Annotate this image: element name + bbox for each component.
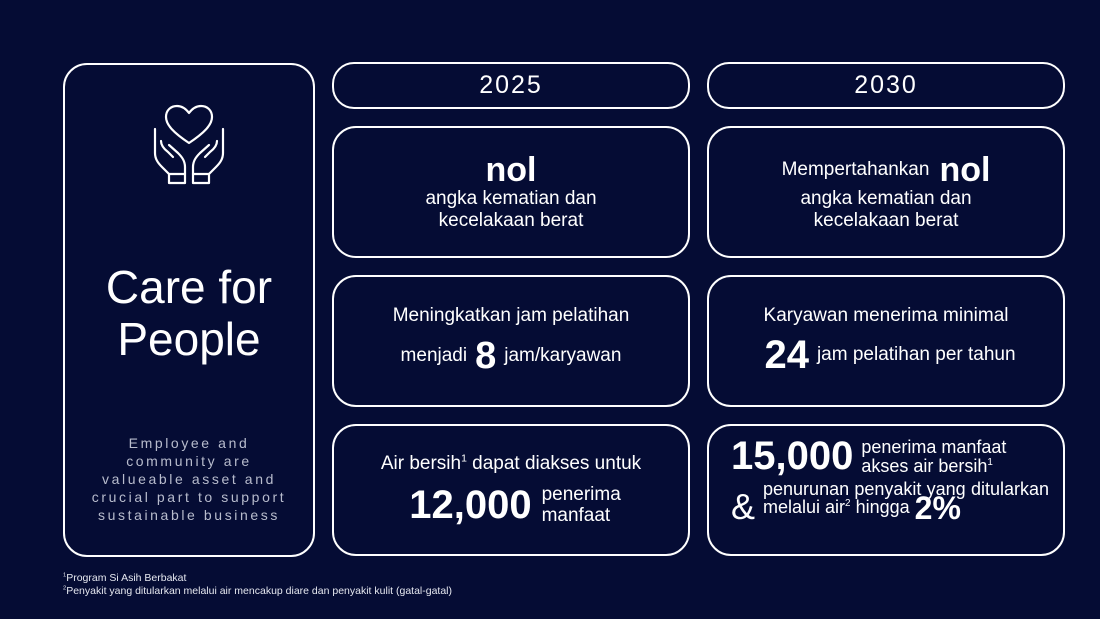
target-text: jam/karyawan: [504, 345, 622, 366]
target-text: penerima manfaat: [541, 484, 621, 526]
target-value: nol: [485, 151, 537, 189]
target-value: 2%: [914, 490, 961, 526]
target-text: Meningkatkan jam pelatihan: [392, 304, 630, 326]
target-value: 24: [764, 332, 809, 377]
care-for-people-panel: [63, 63, 315, 557]
heart-in-hands-icon: [152, 103, 226, 187]
page-title: Care for People: [105, 261, 273, 365]
target-value: nol: [939, 151, 991, 189]
target-2025-clean-water: [332, 424, 690, 556]
target-2030-training: [707, 275, 1065, 407]
target-text: angka kematian dan: [425, 188, 597, 209]
target-text: penurunan penyakit yang ditularkan melalui air$^2$ hingga 2%: [763, 479, 1049, 526]
target-2025-fatality: [332, 126, 690, 258]
ampersand-symbol: &: [731, 486, 756, 527]
year-2025-header: 2025: [332, 62, 690, 109]
footnotes: [63, 572, 452, 598]
target-value: 15,000: [731, 434, 854, 478]
target-text: Air bersih$^1$ dapat diakses untuk: [380, 452, 642, 474]
target-text: angka kematian dan: [800, 188, 972, 209]
target-text: menjadi: [400, 345, 468, 366]
page-subtitle: Employee and community are valueable asset and crucial part to support sustainable business: [91, 435, 287, 523]
target-value: 8: [475, 334, 497, 377]
target-2025-training: [332, 275, 690, 407]
target-text: Karyawan menerima minimal: [763, 304, 1009, 326]
year-2030-header: 2030: [707, 62, 1065, 109]
footnote-2: $^2$Penyakit yang ditularkan melalui air mencakup diare dan penyakit kulit (gatal-gatal): [63, 585, 453, 597]
target-2030-fatality: [707, 126, 1065, 258]
footnote-1: $^1$Program Si Asih Berbakat: [63, 572, 187, 584]
target-text: jam pelatihan per tahun: [816, 344, 1016, 365]
target-text: kecelakaan berat: [438, 210, 584, 231]
target-value: 12,000: [409, 482, 532, 527]
target-text: Mempertahankan: [781, 159, 930, 180]
target-text: penerima manfaat akses air bersih$^1$: [861, 436, 1007, 476]
target-2030-clean-water: [707, 424, 1065, 556]
target-text: kecelakaan berat: [813, 210, 959, 231]
